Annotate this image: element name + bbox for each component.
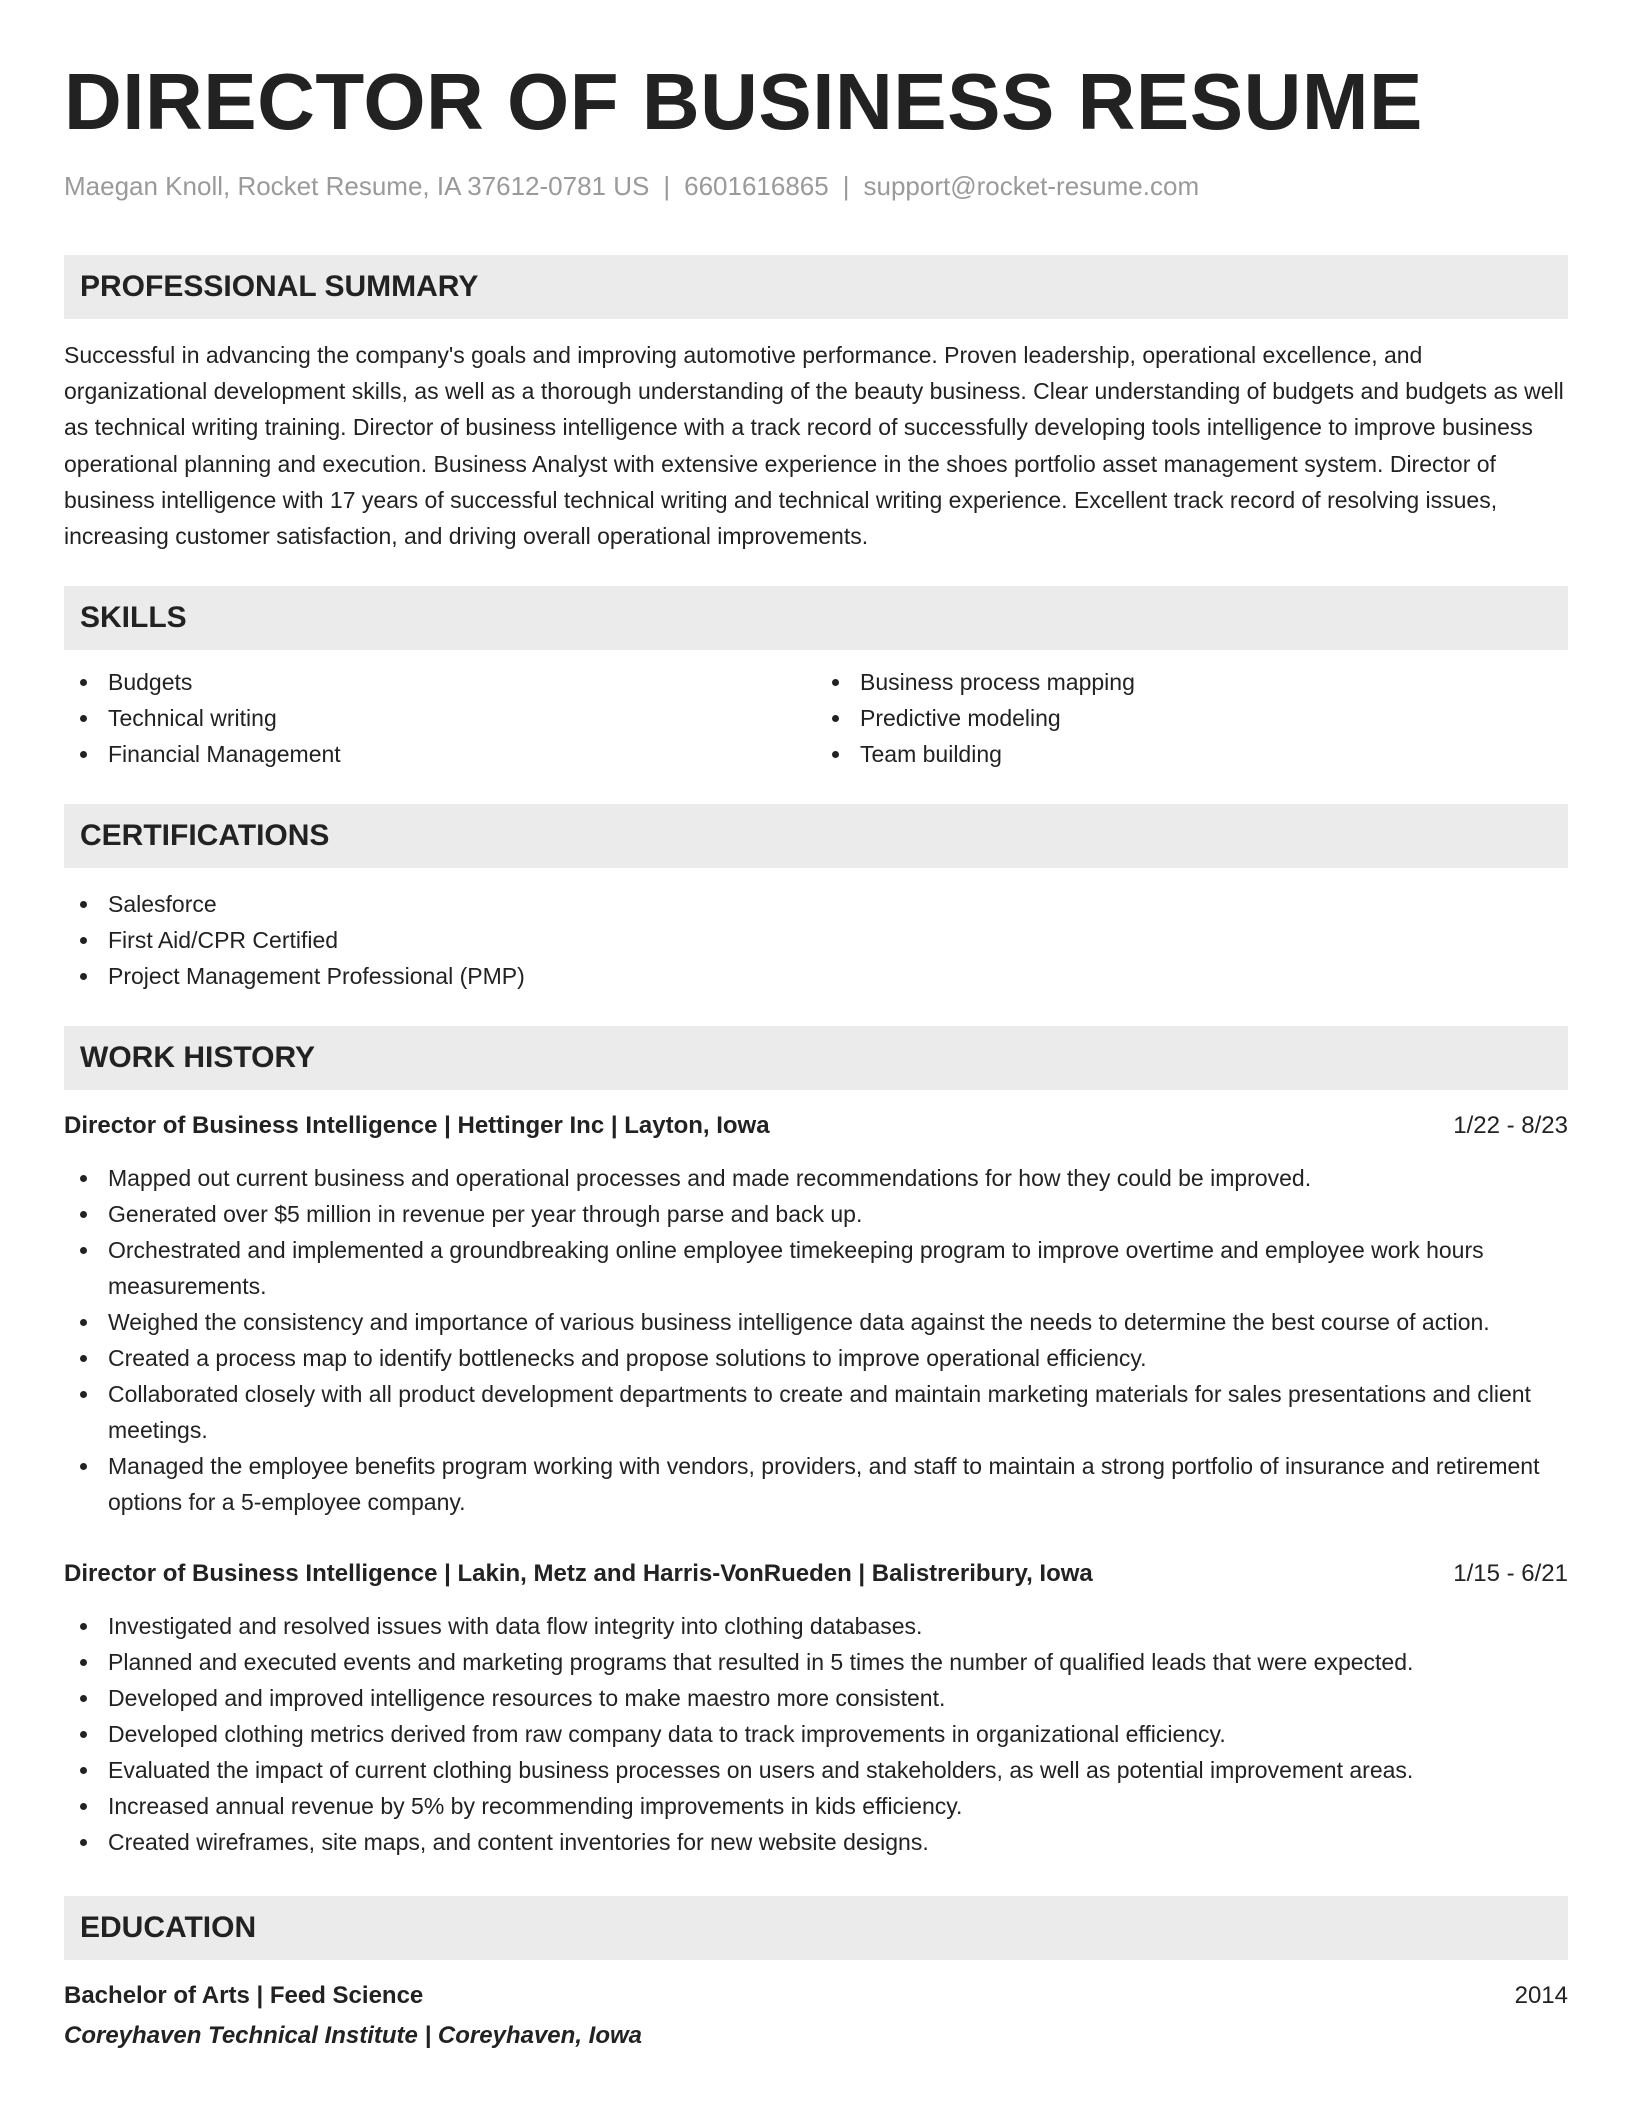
skills-heading: SKILLS — [64, 586, 1568, 650]
resume-title: DIRECTOR OF BUSINESS RESUME — [64, 57, 1423, 146]
education-degree: Bachelor of Arts | Feed Science — [64, 1982, 424, 2010]
job-header — [64, 1556, 1568, 1592]
job-title: Director of Business Intelligence | Lakin, Metz and Harris-VonRueden | Balistreribury, Iowa — [64, 1560, 1093, 1588]
contact-phone: 6601616865 — [684, 171, 829, 201]
job-bullet: Planned and executed events and marketing programs that resulted in 5 times the number of qualified leads that were expected. — [64, 1644, 1568, 1680]
job-bullet: Managed the employee benefits program working with vendors, providers, and staff to maintain a strong portfolio of insurance and retirement options for a 5-employee company. — [64, 1448, 1568, 1520]
job-bullet: Orchestrated and implemented a groundbreaking online employee timekeeping program to improve overtime and employee work hours measurements. — [64, 1232, 1568, 1304]
summary-text: Successful in advancing the company's goals and improving automotive performance. Proven leadership, operational excellence, and organizational development skills, as well as a thorough understanding of the beauty business. Clear understanding of budgets and budgets as well as technical writing training. Director of business intelligence with a track record of successfully developing tools intelligence to improve business operational planning and execution. Business Analyst with extensive experience in the shoes portfolio asset management system. Director of business intelligence with 17 years of successful technical writing and technical writing experience. Excellent track record of resolving issues, increasing customer satisfaction, and driving overall operational improvements. — [64, 342, 1564, 550]
contact-line — [64, 170, 1568, 202]
job-bullet: Created a process map to identify bottlenecks and propose solutions to improve operational efficiency. — [64, 1340, 1568, 1376]
job-title: Director of Business Intelligence | Hettinger Inc | Layton, Iowa — [64, 1112, 770, 1140]
education-heading: EDUCATION — [64, 1896, 1568, 1960]
skill-item: Team building — [816, 736, 1568, 772]
job-bullet: Mapped out current business and operational processes and made recommendations for how they could be improved. — [64, 1160, 1568, 1196]
job-bullet: Collaborated closely with all product development departments to create and maintain marketing materials for sales presentations and client meetings. — [64, 1376, 1568, 1448]
job-bullet: Developed and improved intelligence resources to make maestro more consistent. — [64, 1680, 1568, 1716]
certification-item: First Aid/CPR Certified — [64, 922, 1568, 958]
job-entry — [64, 1556, 1568, 1860]
certifications-heading: CERTIFICATIONS — [64, 804, 1568, 868]
job-bullet: Investigated and resolved issues with data flow integrity into clothing databases. — [64, 1608, 1568, 1644]
skill-item: Technical writing — [64, 700, 816, 736]
job-dates: 1/15 - 6/21 — [1453, 1560, 1568, 1588]
job-dates: 1/22 - 8/23 — [1453, 1112, 1568, 1140]
job-bullet: Created wireframes, site maps, and content inventories for new website designs. — [64, 1824, 1568, 1860]
work-history-heading: WORK HISTORY — [64, 1026, 1568, 1090]
certification-item: Project Management Professional (PMP) — [64, 958, 1568, 994]
job-entry — [64, 1108, 1568, 1520]
education-row — [64, 1978, 1568, 2014]
skill-item: Predictive modeling — [816, 700, 1568, 736]
job-bullet: Increased annual revenue by 5% by recommending improvements in kids efficiency. — [64, 1788, 1568, 1824]
job-bullets — [64, 1160, 1568, 1520]
job-bullet: Developed clothing metrics derived from raw company data to track improvements in organizational efficiency. — [64, 1716, 1568, 1752]
job-header — [64, 1108, 1568, 1144]
contact-separator: | — [842, 171, 850, 201]
skill-item: Business process mapping — [816, 664, 1568, 700]
certifications-list — [64, 886, 1568, 994]
skill-item: Budgets — [64, 664, 816, 700]
skills-list-right — [816, 664, 1568, 772]
certification-item: Salesforce — [64, 886, 1568, 922]
skills-list-left — [64, 664, 816, 772]
job-bullets — [64, 1608, 1568, 1860]
contact-address: Maegan Knoll, Rocket Resume, IA 37612-0781 US — [64, 171, 650, 201]
education-year: 2014 — [1514, 1982, 1568, 2010]
job-bullet: Evaluated the impact of current clothing business processes on users and stakeholders, as well as potential improvement areas. — [64, 1752, 1568, 1788]
job-bullet: Weighed the consistency and importance of various business intelligence data against the needs to determine the best course of action. — [64, 1304, 1568, 1340]
education-school: Coreyhaven Technical Institute | Coreyhaven, Iowa — [64, 2022, 642, 2050]
contact-separator: | — [663, 171, 671, 201]
summary-heading: PROFESSIONAL SUMMARY — [64, 255, 1568, 319]
skill-item: Financial Management — [64, 736, 816, 772]
job-bullet: Generated over $5 million in revenue per year through parse and back up. — [64, 1196, 1568, 1232]
skills-grid — [64, 664, 1568, 772]
contact-email[interactable]: support@rocket-resume.com — [863, 171, 1200, 201]
